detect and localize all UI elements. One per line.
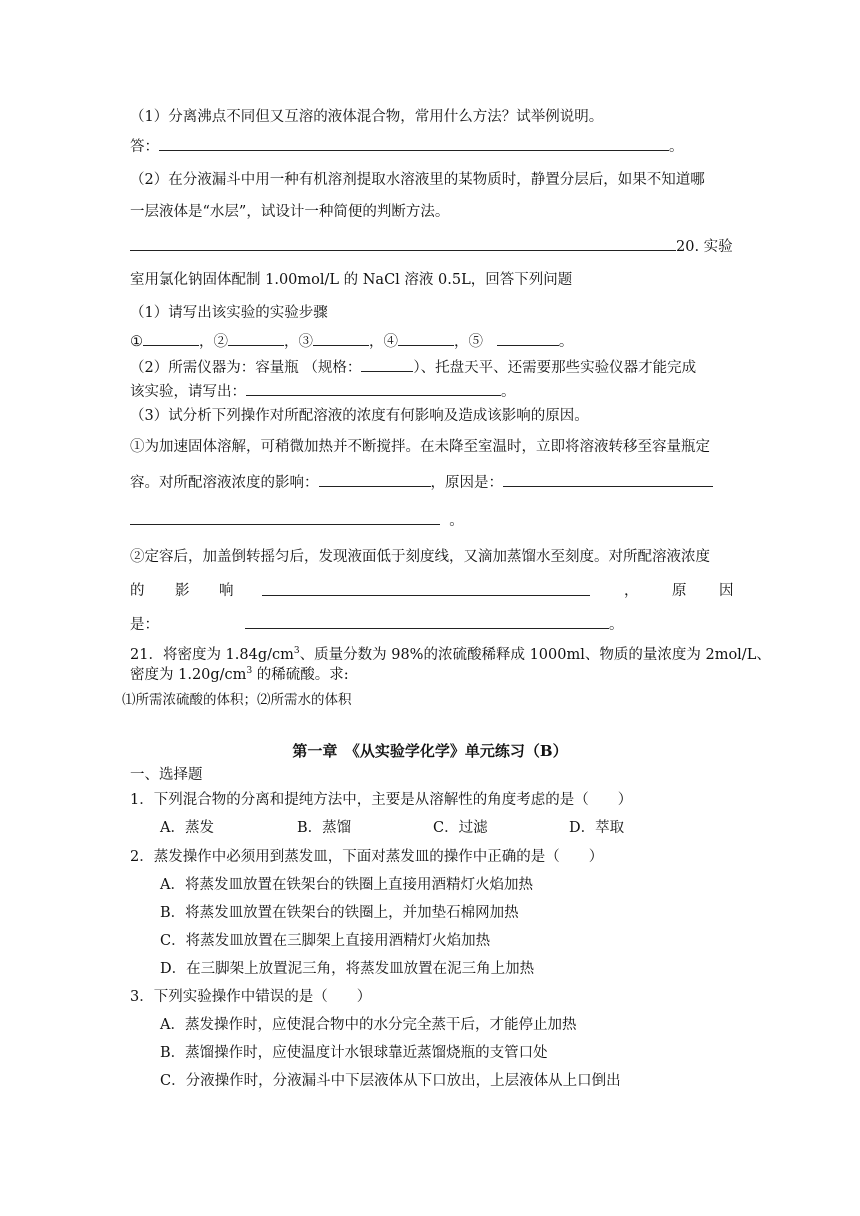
- q20-number: 20. 实验: [676, 239, 733, 255]
- superscript: 3: [293, 646, 300, 657]
- q20-case1-line3: [130, 510, 464, 531]
- reason-label: 是：: [130, 617, 159, 633]
- q20-sub1: （1）请写出该实验的实验步骤: [130, 305, 328, 321]
- mc2-option-a: A．将蒸发皿放置在铁架台的铁圈上直接用酒精灯火焰加热: [160, 877, 533, 893]
- instruments-blank: [246, 381, 501, 396]
- mc3-option-c: C．分液操作时，分液漏斗中下层液体从下口放出，上层液体从上口倒出: [160, 1073, 621, 1089]
- q20-sub2-line1: [130, 357, 696, 378]
- period: 。: [609, 617, 624, 633]
- step-4-mark: ，④: [369, 334, 398, 350]
- spread-char: ，: [624, 583, 639, 599]
- effect-blank-line: [262, 581, 590, 602]
- reason-blank: [245, 614, 609, 629]
- step-2-mark: ，②: [199, 334, 228, 350]
- answer-blank: [159, 136, 669, 151]
- q20-sub3: （3）试分析下列操作对所配溶液的浓度有何影响及造成该影响的原因。: [130, 408, 589, 424]
- q21-line2: [130, 665, 349, 685]
- sub2-text-a: （2）所需仪器为：容量瓶 （规格：: [130, 360, 362, 376]
- step-1-mark: ①: [130, 334, 143, 350]
- q20-steps-line: [130, 331, 573, 352]
- step-4-blank: [398, 331, 454, 346]
- effect-blank: [319, 472, 431, 487]
- step-5-mark: ，⑤: [454, 334, 483, 350]
- q20-sub2-line2: [130, 381, 516, 402]
- section-part-label: 一、选择题: [130, 767, 203, 783]
- answer-blank: [130, 236, 676, 251]
- q19-part1: （1）分离沸点不同但又互溶的液体混合物，常用什么方法？试举例说明。: [130, 109, 604, 125]
- step-2-blank: [228, 331, 284, 346]
- step-3-mark: ，③: [284, 334, 313, 350]
- reason-blank-cont: [130, 510, 440, 525]
- step-5-blank: [497, 331, 559, 346]
- mc3-stem: 3．下列实验操作中错误的是（ ）: [130, 989, 372, 1005]
- spread-char: 因: [719, 583, 734, 599]
- mc1-option-c: C．过滤: [433, 820, 488, 836]
- spread-char: 的: [130, 583, 145, 599]
- q21-line3: ⑴所需浓硫酸的体积；⑵所需水的体积: [122, 692, 352, 708]
- spread-char: 影: [175, 583, 190, 599]
- superscript: 3: [246, 666, 253, 677]
- q19-part2-line1: （2）在分液漏斗中用一种有机溶剂提取水溶液里的某物质时，静置分层后，如果不知道哪: [130, 172, 705, 188]
- step-3-blank: [313, 331, 369, 346]
- step-1-blank: [143, 331, 199, 346]
- sub2-text-c: 该实验，请写出：: [130, 384, 246, 400]
- mc1-option-d: D．萃取: [569, 820, 625, 836]
- q21-line1: [130, 645, 771, 665]
- case1-reason-label: ，原因是：: [430, 475, 503, 491]
- period: 。: [669, 139, 684, 155]
- q21-text-c: 密度为 1.20g/cm: [130, 667, 247, 683]
- q20-intro: 室用氯化钠固体配制 1.00mol/L 的 NaCl 溶液 0.5L，回答下列问题: [130, 272, 573, 288]
- period: 。: [501, 384, 516, 400]
- q21-text-d: 的稀硫酸。求:: [252, 667, 349, 683]
- q19-answer-line: [130, 136, 684, 157]
- q19-part2-line2: 一层液体是“水层”，试设计一种简便的判断方法。: [130, 204, 450, 220]
- mc3-option-a: A．蒸发操作时，应使混合物中的水分完全蒸干后，才能停止加热: [160, 1017, 577, 1033]
- sub2-text-b: ）、托盘天平、还需要那些实验仪器才能完成: [413, 360, 697, 376]
- q19-blank-line: [130, 236, 733, 257]
- mc1-stem: 1．下列混合物的分离和提纯方法中，主要是从溶解性的角度考虑的是（ ）: [130, 792, 633, 808]
- mc2-option-d: D．在三脚架上放置泥三角，将蒸发皿放置在泥三角上加热: [160, 961, 535, 977]
- q20-case2-line1: ②定容后，加盖倒转摇匀后，发现液面低于刻度线，又滴加蒸馏水至刻度。对所配溶液浓度: [130, 549, 710, 565]
- period: 。: [558, 334, 574, 350]
- q20-case1-line1: ①为加速固体溶解，可稍微加热并不断搅拌。在未降至室温时，立即将溶液转移至容量瓶定: [130, 439, 710, 455]
- reason-blank: [503, 472, 713, 487]
- effect-blank: [262, 581, 590, 596]
- mc3-option-b: B．蒸馏操作时，应使温度计水银球靠近蒸馏烧瓶的支管口处: [160, 1045, 548, 1061]
- mc1-option-a: A．蒸发: [160, 820, 214, 836]
- period: 。: [449, 513, 464, 529]
- q20-case2-line3: [130, 614, 624, 635]
- answer-label: 答：: [130, 139, 159, 155]
- mc1-option-b: B．蒸馏: [297, 820, 352, 836]
- spread-char: 原: [672, 583, 687, 599]
- mc2-option-b: B．将蒸发皿放置在铁架台的铁圈上，并加垫石棉网加热: [160, 905, 519, 921]
- q21-text-b: 、质量分数为 98%的浓硫酸稀释成 1000ml、物质的量浓度为 2mol/L、: [299, 647, 771, 663]
- q21-text-a: 21．将密度为 1.84g/cm: [130, 647, 294, 663]
- spread-char: 响: [219, 583, 234, 599]
- section-title: 第一章 《从实验学化学》单元练习（B）: [292, 742, 568, 760]
- mc2-stem: 2．蒸发操作中必须用到蒸发皿，下面对蒸发皿的操作中正确的是（ ）: [130, 849, 604, 865]
- mc2-option-c: C．将蒸发皿放置在三脚架上直接用酒精灯火焰加热: [160, 933, 491, 949]
- flask-size-blank: [361, 357, 413, 372]
- q20-case1-line2: [130, 472, 713, 493]
- case1-effect-label: 容。对所配溶液浓度的影响：: [130, 475, 319, 491]
